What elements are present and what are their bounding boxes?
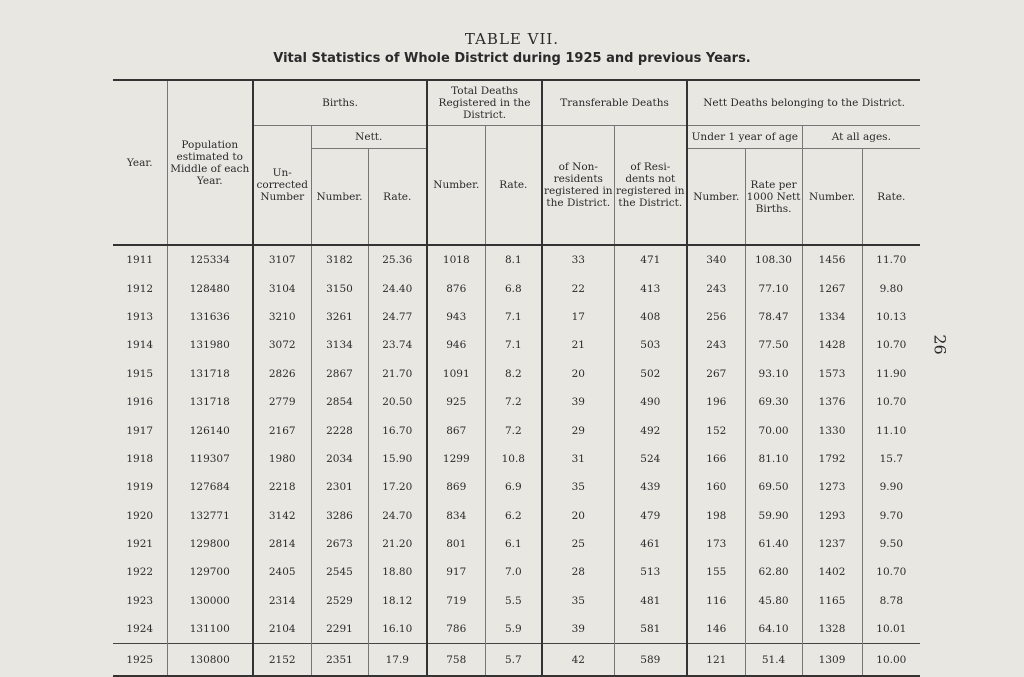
- table-cell: 69.30: [745, 388, 802, 416]
- table-cell: 81.10: [745, 445, 802, 473]
- table-cell: 1165: [802, 587, 862, 615]
- table-cell: 130000: [167, 587, 253, 615]
- table-cell: 413: [614, 274, 687, 302]
- table-cell: 17: [542, 303, 614, 331]
- table-subtitle: Vital Statistics of Whole District during 1925 and previous Years.: [273, 51, 751, 66]
- table-cell: 146: [687, 615, 745, 644]
- table-cell: 173: [687, 530, 745, 558]
- table-cell: 1924: [113, 615, 167, 644]
- header-non-residents: of Non- residents registered in the District.: [542, 126, 614, 246]
- table-cell: 7.0: [485, 558, 542, 586]
- header-td-rate: Rate.: [485, 126, 542, 246]
- table-cell: 10.70: [862, 331, 920, 359]
- table-cell: 925: [427, 388, 485, 416]
- table-cell: 35: [542, 473, 614, 501]
- table-cell: 24.77: [368, 303, 427, 331]
- table-cell: 18.12: [368, 587, 427, 615]
- table-cell: 1091: [427, 360, 485, 388]
- table-cell: 867: [427, 416, 485, 444]
- table-cell: 31: [542, 445, 614, 473]
- table-cell: 503: [614, 331, 687, 359]
- table-cell: 93.10: [745, 360, 802, 388]
- table-cell: 20: [542, 502, 614, 530]
- table-cell: 10.70: [862, 388, 920, 416]
- table-cell: 801: [427, 530, 485, 558]
- table-cell: 1293: [802, 502, 862, 530]
- table-row: [113, 274, 920, 302]
- table-cell: 69.50: [745, 473, 802, 501]
- table-cell: 834: [427, 502, 485, 530]
- table-cell: 61.40: [745, 530, 802, 558]
- table-cell: 1376: [802, 388, 862, 416]
- table-cell: 3134: [311, 331, 368, 359]
- table-cell: 1309: [802, 644, 862, 677]
- table-cell: 1915: [113, 360, 167, 388]
- table-cell: 25.36: [368, 245, 427, 274]
- table-cell: 39: [542, 615, 614, 644]
- table-cell: 461: [614, 530, 687, 558]
- header-all-ages: At all ages.: [802, 126, 920, 149]
- table-cell: 524: [614, 445, 687, 473]
- table-cell: 1792: [802, 445, 862, 473]
- table-row: [113, 388, 920, 416]
- table-cell: 64.10: [745, 615, 802, 644]
- header-td-number: Number.: [427, 126, 485, 246]
- table-cell: 1573: [802, 360, 862, 388]
- header-year: Year.: [113, 80, 167, 245]
- table-cell: 23.74: [368, 331, 427, 359]
- table-cell: 1273: [802, 473, 862, 501]
- table-cell: 5.5: [485, 587, 542, 615]
- header-u1-rate: Rate per 1000 Nett Births.: [745, 149, 802, 246]
- table-row: [113, 615, 920, 644]
- table-cell: 10.8: [485, 445, 542, 473]
- table-cell: 25: [542, 530, 614, 558]
- table-cell: 7.1: [485, 331, 542, 359]
- table-cell: 20: [542, 360, 614, 388]
- table-cell: 77.10: [745, 274, 802, 302]
- table-cell: 2529: [311, 587, 368, 615]
- table-cell: 1920: [113, 502, 167, 530]
- table-cell: 3286: [311, 502, 368, 530]
- header-nett-deaths: Nett Deaths belonging to the District.: [687, 80, 920, 126]
- table-cell: 1913: [113, 303, 167, 331]
- table-cell: 17.20: [368, 473, 427, 501]
- table-cell: 20.50: [368, 388, 427, 416]
- table-cell: 471: [614, 245, 687, 274]
- table-cell: 155: [687, 558, 745, 586]
- table-cell: 581: [614, 615, 687, 644]
- table-cell: 256: [687, 303, 745, 331]
- table-cell: 9.50: [862, 530, 920, 558]
- table-cell: 1237: [802, 530, 862, 558]
- table-cell: 1923: [113, 587, 167, 615]
- table-cell: 719: [427, 587, 485, 615]
- header-population: Population estimated to Middle of each Year.: [167, 80, 253, 245]
- table-cell: 128480: [167, 274, 253, 302]
- table-cell: 943: [427, 303, 485, 331]
- table-cell: 29: [542, 416, 614, 444]
- table-cell: 17.9: [368, 644, 427, 677]
- table-cell: 3182: [311, 245, 368, 274]
- table-cell: 6.8: [485, 274, 542, 302]
- table-cell: 77.50: [745, 331, 802, 359]
- table-cell: 8.78: [862, 587, 920, 615]
- table-cell: 1918: [113, 445, 167, 473]
- table-cell: 10.13: [862, 303, 920, 331]
- table-cell: 267: [687, 360, 745, 388]
- table-cell: 18.80: [368, 558, 427, 586]
- table-cell: 129700: [167, 558, 253, 586]
- table-cell: 3104: [253, 274, 311, 302]
- table-cell: 2228: [311, 416, 368, 444]
- table-cell: 21: [542, 331, 614, 359]
- table-cell: 126140: [167, 416, 253, 444]
- table-cell: 70.00: [745, 416, 802, 444]
- table-cell: 1917: [113, 416, 167, 444]
- table-cell: 1328: [802, 615, 862, 644]
- table-cell: 869: [427, 473, 485, 501]
- table-cell: 9.70: [862, 502, 920, 530]
- table-cell: 1922: [113, 558, 167, 586]
- vital-statistics-table: [113, 79, 920, 677]
- table-cell: 1018: [427, 245, 485, 274]
- table-cell: 11.70: [862, 245, 920, 274]
- table-cell: 59.90: [745, 502, 802, 530]
- table-cell: 876: [427, 274, 485, 302]
- table-cell: 2867: [311, 360, 368, 388]
- table-cell: 2104: [253, 615, 311, 644]
- table-cell: 1925: [113, 644, 167, 677]
- table-row: [113, 416, 920, 444]
- table-cell: 1456: [802, 245, 862, 274]
- table-cell: 2779: [253, 388, 311, 416]
- table-cell: 11.10: [862, 416, 920, 444]
- table-row: [113, 331, 920, 359]
- table-row: [113, 558, 920, 586]
- table-cell: 8.2: [485, 360, 542, 388]
- table-cell: 130800: [167, 644, 253, 677]
- table-cell: 15.7: [862, 445, 920, 473]
- table-cell: 1980: [253, 445, 311, 473]
- table-cell: 10.70: [862, 558, 920, 586]
- table-cell: 42: [542, 644, 614, 677]
- table-cell: 1267: [802, 274, 862, 302]
- header-nett: Nett.: [311, 126, 427, 149]
- table-cell: 2673: [311, 530, 368, 558]
- table-cell: 3107: [253, 245, 311, 274]
- table-cell: 39: [542, 388, 614, 416]
- table-cell: 917: [427, 558, 485, 586]
- table-cell: 129800: [167, 530, 253, 558]
- table-cell: 7.2: [485, 388, 542, 416]
- table-cell: 513: [614, 558, 687, 586]
- page-number: 26: [930, 334, 950, 355]
- table-cell: 490: [614, 388, 687, 416]
- table-cell: 131718: [167, 388, 253, 416]
- table-cell: 1916: [113, 388, 167, 416]
- table-cell: 439: [614, 473, 687, 501]
- header-nett-number: Number.: [311, 149, 368, 246]
- table-cell: 408: [614, 303, 687, 331]
- header-aa-number: Number.: [802, 149, 862, 246]
- table-cell: 21.20: [368, 530, 427, 558]
- table-cell: 132771: [167, 502, 253, 530]
- table-row: [113, 587, 920, 615]
- table-cell: 2854: [311, 388, 368, 416]
- header-nett-rate: Rate.: [368, 149, 427, 246]
- table-cell: 78.47: [745, 303, 802, 331]
- table-cell: 2301: [311, 473, 368, 501]
- table-row: [113, 473, 920, 501]
- table-cell: 2351: [311, 644, 368, 677]
- table-cell: 160: [687, 473, 745, 501]
- table-row: [113, 445, 920, 473]
- table-cell: 243: [687, 331, 745, 359]
- table-cell: 131100: [167, 615, 253, 644]
- table-cell: 196: [687, 388, 745, 416]
- table-cell: 33: [542, 245, 614, 274]
- header-total-deaths: Total Deaths Registered in the District.: [427, 80, 542, 126]
- table-cell: 2314: [253, 587, 311, 615]
- table-cell: 1330: [802, 416, 862, 444]
- table-cell: 7.2: [485, 416, 542, 444]
- table-cell: 45.80: [745, 587, 802, 615]
- table-cell: 2814: [253, 530, 311, 558]
- table-cell: 340: [687, 245, 745, 274]
- table-cell: 116: [687, 587, 745, 615]
- table-cell: 3150: [311, 274, 368, 302]
- table-cell: 1334: [802, 303, 862, 331]
- table-cell: 9.90: [862, 473, 920, 501]
- table-cell: 24.70: [368, 502, 427, 530]
- table-cell: 2034: [311, 445, 368, 473]
- table-cell: 3210: [253, 303, 311, 331]
- table-cell: 492: [614, 416, 687, 444]
- table-cell: 6.9: [485, 473, 542, 501]
- table-cell: 1912: [113, 274, 167, 302]
- table-cell: 1914: [113, 331, 167, 359]
- table-cell: 28: [542, 558, 614, 586]
- table-cell: 243: [687, 274, 745, 302]
- table-cell: 2152: [253, 644, 311, 677]
- header-u1-number: Number.: [687, 149, 745, 246]
- table-cell: 1921: [113, 530, 167, 558]
- header-aa-rate: Rate.: [862, 149, 920, 246]
- table-cell: 946: [427, 331, 485, 359]
- header-residents-not: of Resi- dents not registered in the District.: [614, 126, 687, 246]
- table-cell: 589: [614, 644, 687, 677]
- table-cell: 10.00: [862, 644, 920, 677]
- table-cell: 15.90: [368, 445, 427, 473]
- table-cell: 125334: [167, 245, 253, 274]
- table-cell: 1911: [113, 245, 167, 274]
- table-cell: 8.1: [485, 245, 542, 274]
- table-cell: 1402: [802, 558, 862, 586]
- table-cell: 24.40: [368, 274, 427, 302]
- table-row: [113, 502, 920, 530]
- table-cell: 2218: [253, 473, 311, 501]
- table-cell: 166: [687, 445, 745, 473]
- table-row: [113, 360, 920, 388]
- table-cell: 2826: [253, 360, 311, 388]
- table-row: [113, 303, 920, 331]
- table-cell: 7.1: [485, 303, 542, 331]
- table-cell: 3072: [253, 331, 311, 359]
- table-cell: 2405: [253, 558, 311, 586]
- table-cell: 2291: [311, 615, 368, 644]
- table-cell: 3142: [253, 502, 311, 530]
- table-cell: 16.70: [368, 416, 427, 444]
- table-cell: 2545: [311, 558, 368, 586]
- table-cell: 121: [687, 644, 745, 677]
- table-cell: 131636: [167, 303, 253, 331]
- table-cell: 502: [614, 360, 687, 388]
- table-cell: 1919: [113, 473, 167, 501]
- table-cell: 786: [427, 615, 485, 644]
- table-cell: 3261: [311, 303, 368, 331]
- table-row: [113, 530, 920, 558]
- table-row: [113, 245, 920, 274]
- header-under-1: Under 1 year of age: [687, 126, 802, 149]
- table-cell: 2167: [253, 416, 311, 444]
- table-cell: 131980: [167, 331, 253, 359]
- table-cell: 6.1: [485, 530, 542, 558]
- table-cell: 10.01: [862, 615, 920, 644]
- table-cell: 21.70: [368, 360, 427, 388]
- table-cell: 5.9: [485, 615, 542, 644]
- table-cell: 5.7: [485, 644, 542, 677]
- table-cell: 127684: [167, 473, 253, 501]
- table-cell: 6.2: [485, 502, 542, 530]
- table-body: [113, 245, 920, 676]
- table-title: TABLE VII.: [464, 30, 560, 48]
- table-cell: 119307: [167, 445, 253, 473]
- table-cell: 51.4: [745, 644, 802, 677]
- table-cell: 11.90: [862, 360, 920, 388]
- table-cell: 131718: [167, 360, 253, 388]
- table-cell: 479: [614, 502, 687, 530]
- table-cell: 22: [542, 274, 614, 302]
- header-births: Births.: [253, 80, 427, 126]
- table-cell: 9.80: [862, 274, 920, 302]
- table-cell: 198: [687, 502, 745, 530]
- table-cell: 108.30: [745, 245, 802, 274]
- table-cell: 481: [614, 587, 687, 615]
- table-cell: 1428: [802, 331, 862, 359]
- table-cell: 758: [427, 644, 485, 677]
- table-row: [113, 644, 920, 677]
- table-cell: 1299: [427, 445, 485, 473]
- table-cell: 16.10: [368, 615, 427, 644]
- table-cell: 35: [542, 587, 614, 615]
- header-uncorrected: Un- corrected Number: [253, 126, 311, 246]
- header-transferable-deaths: Transferable Deaths: [542, 80, 687, 126]
- table-cell: 62.80: [745, 558, 802, 586]
- table-cell: 152: [687, 416, 745, 444]
